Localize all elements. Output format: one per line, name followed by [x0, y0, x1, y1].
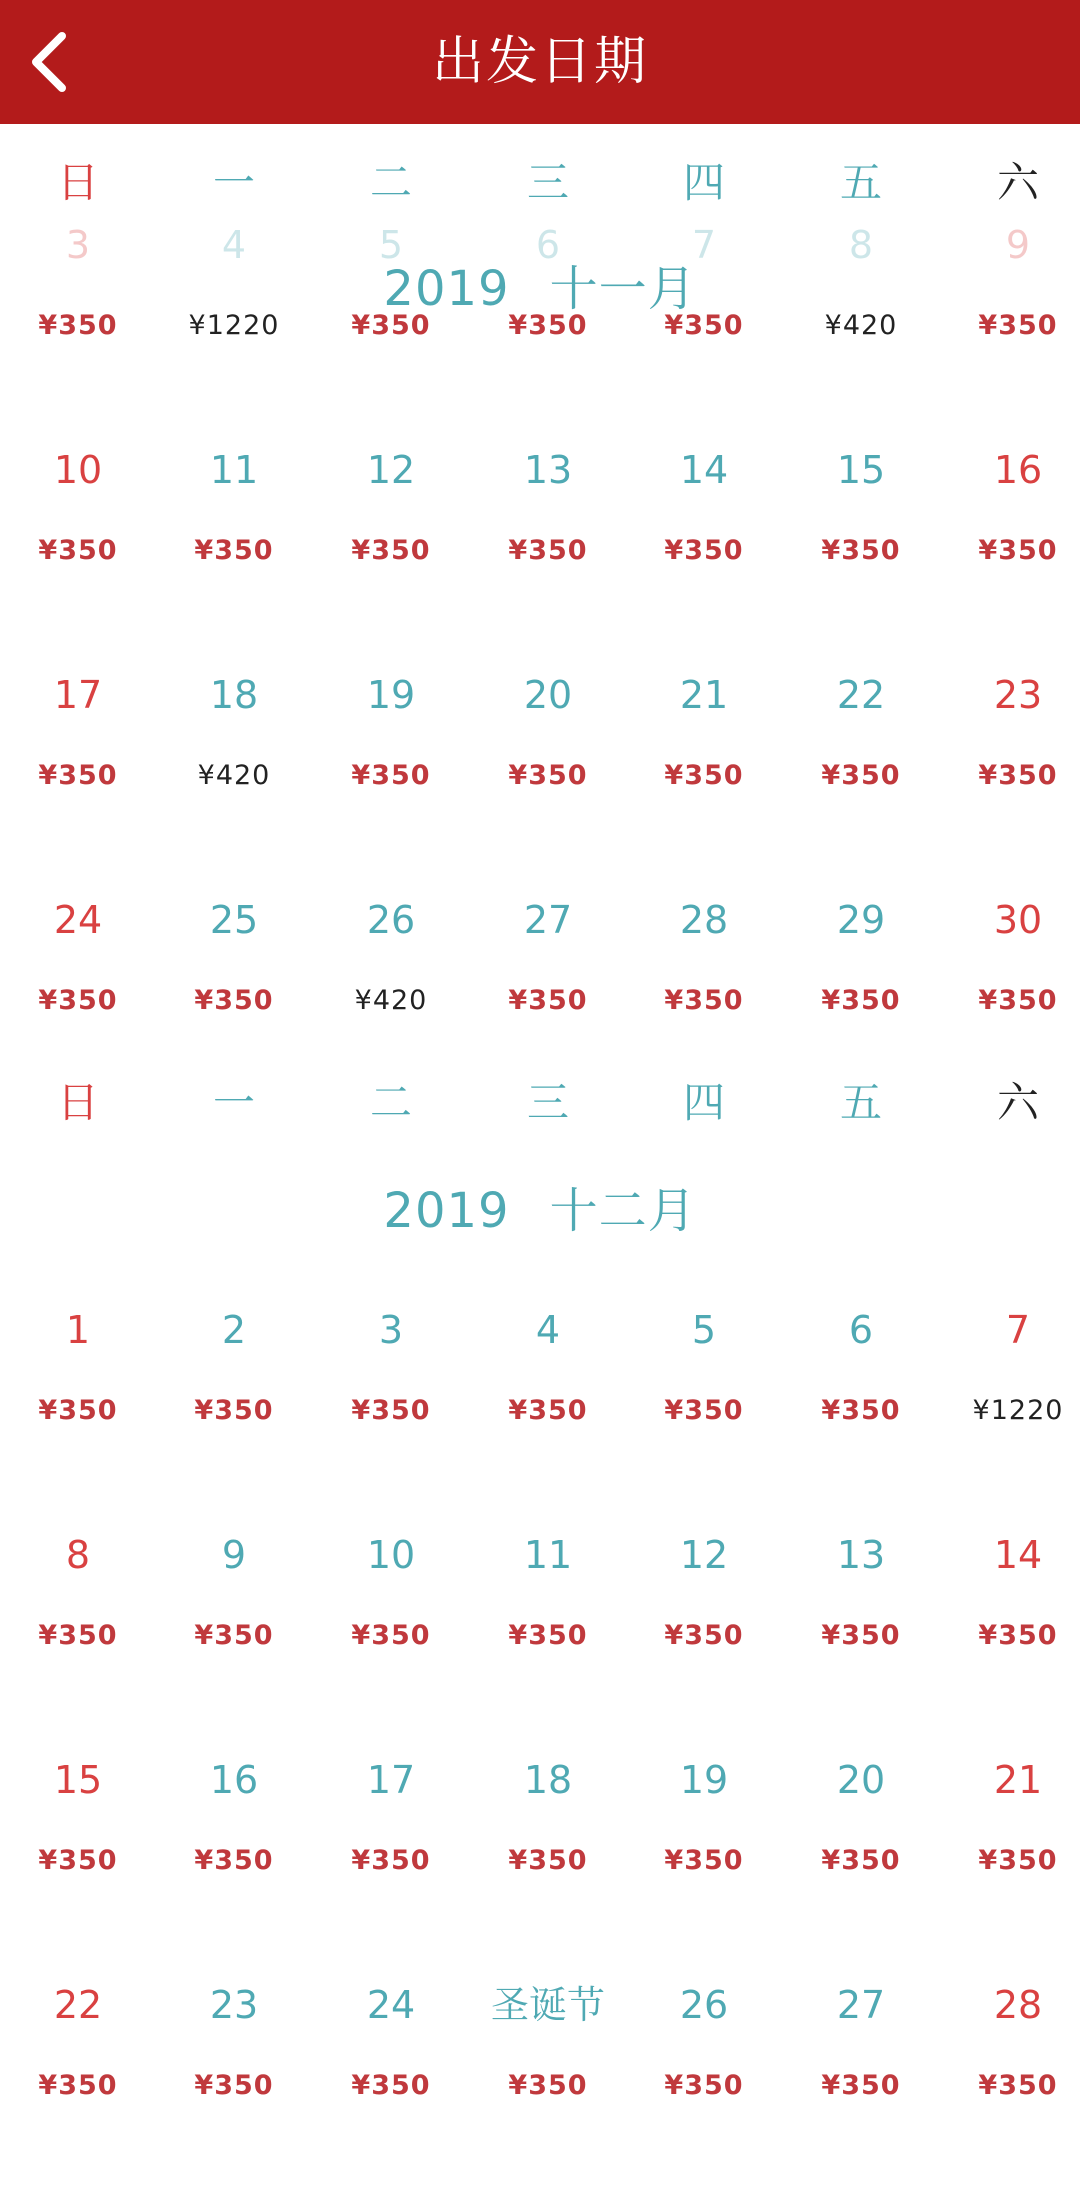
- day-price: ¥350: [821, 1620, 901, 1651]
- month-title-december: [0, 1172, 1080, 1241]
- day-number: 1: [65, 1308, 91, 1352]
- weekday-label: 一: [212, 158, 255, 207]
- day-price: ¥350: [38, 985, 118, 1016]
- calendar-day-cell[interactable]: [626, 1295, 782, 1519]
- weekday-label: 一: [212, 1078, 255, 1127]
- day-price: ¥350: [508, 310, 588, 341]
- day-number: 7: [691, 223, 717, 267]
- day-price: ¥350: [821, 1395, 901, 1426]
- day-number: 8: [65, 1533, 91, 1577]
- day-price: ¥350: [38, 1395, 118, 1426]
- calendar-day-cell[interactable]: [940, 435, 1080, 659]
- day-number: 12: [366, 448, 416, 492]
- day-price: ¥350: [508, 1395, 588, 1426]
- day-price: ¥350: [664, 310, 744, 341]
- calendar-day-cell[interactable]: [0, 1745, 156, 1969]
- day-price: ¥350: [821, 1845, 901, 1876]
- calendar-day-cell[interactable]: [156, 435, 312, 659]
- day-price: ¥350: [508, 760, 588, 791]
- day-number: 15: [836, 448, 886, 492]
- month-year: 2019: [383, 1183, 510, 1239]
- app-header: [0, 0, 1080, 124]
- calendar-day-cell[interactable]: [940, 660, 1080, 884]
- calendar-day-cell[interactable]: [313, 435, 469, 659]
- calendar-day-cell[interactable]: [0, 435, 156, 659]
- day-price: ¥420: [197, 760, 271, 791]
- day-number: 8: [848, 223, 874, 267]
- calendar-day-cell[interactable]: [313, 1970, 469, 2194]
- day-number: 6: [848, 1308, 874, 1352]
- calendar-day-cell[interactable]: [156, 1745, 312, 1969]
- calendar-day-cell[interactable]: [313, 660, 469, 884]
- day-price: ¥350: [664, 1620, 744, 1651]
- day-price: ¥350: [978, 310, 1058, 341]
- day-price: ¥350: [351, 1620, 431, 1651]
- calendar-day-cell[interactable]: [156, 1295, 312, 1519]
- calendar-day-cell[interactable]: [940, 210, 1080, 434]
- day-number: 17: [366, 1758, 416, 1802]
- calendar-day-cell[interactable]: [470, 210, 626, 434]
- day-price: ¥350: [38, 1845, 118, 1876]
- day-number: 27: [836, 1983, 886, 2027]
- weekday-label: 五: [839, 158, 882, 207]
- day-price: ¥1220: [188, 310, 280, 341]
- weekday-label: 六: [996, 1078, 1039, 1127]
- day-number: 27: [523, 898, 573, 942]
- month-name: 十二月: [549, 1183, 697, 1239]
- day-price: ¥350: [351, 2070, 431, 2101]
- calendar-day-cell[interactable]: [626, 435, 782, 659]
- calendar-day-cell[interactable]: [940, 1970, 1080, 2194]
- day-price: ¥350: [821, 760, 901, 791]
- calendar-day-cell[interactable]: [0, 1295, 156, 1519]
- day-price: ¥350: [351, 535, 431, 566]
- day-price: ¥350: [194, 1395, 274, 1426]
- calendar-day-cell[interactable]: [0, 210, 156, 434]
- calendar-day-cell[interactable]: [783, 1520, 939, 1744]
- calendar-day-cell[interactable]: [470, 660, 626, 884]
- day-number: 3: [65, 223, 91, 267]
- day-number: 16: [209, 1758, 259, 1802]
- day-price: ¥350: [194, 985, 274, 1016]
- day-number: 18: [209, 673, 259, 717]
- day-price: ¥350: [351, 310, 431, 341]
- day-number: 22: [836, 673, 886, 717]
- day-number: 14: [993, 1533, 1043, 1577]
- day-number: 6: [535, 223, 561, 267]
- calendar-day-cell[interactable]: [626, 1745, 782, 1969]
- calendar-day-cell[interactable]: [626, 1520, 782, 1744]
- day-number: 11: [209, 448, 259, 492]
- day-number: 30: [993, 898, 1043, 942]
- calendar-day-cell[interactable]: [313, 1745, 469, 1969]
- page-title: 出发日期: [431, 32, 648, 92]
- day-number: 23: [993, 673, 1043, 717]
- weekday-label: 二: [369, 158, 412, 207]
- day-number: 9: [221, 1533, 247, 1577]
- weekday-label: 日: [56, 1078, 99, 1127]
- day-number: 12: [679, 1533, 729, 1577]
- calendar-day-cell[interactable]: [156, 1520, 312, 1744]
- calendar-day-cell[interactable]: [626, 660, 782, 884]
- day-number: 16: [993, 448, 1043, 492]
- day-price: ¥350: [38, 760, 118, 791]
- weekday-label: 四: [682, 1078, 725, 1127]
- calendar-day-cell[interactable]: [0, 1970, 156, 2194]
- day-price: ¥350: [194, 535, 274, 566]
- day-price: ¥350: [38, 535, 118, 566]
- day-number: 7: [1005, 1308, 1031, 1352]
- day-number: 圣诞节: [490, 1983, 605, 2027]
- day-number: 23: [209, 1983, 259, 2027]
- day-price: ¥350: [664, 985, 744, 1016]
- weekday-label: 日: [56, 158, 99, 207]
- day-number: 18: [523, 1758, 573, 1802]
- day-number: 29: [836, 898, 886, 942]
- day-price: ¥350: [821, 985, 901, 1016]
- calendar-day-cell[interactable]: [313, 1520, 469, 1744]
- day-price: ¥350: [978, 760, 1058, 791]
- day-price: ¥350: [508, 2070, 588, 2101]
- calendar-day-cell[interactable]: [313, 210, 469, 434]
- day-number: 22: [53, 1983, 103, 2027]
- calendar-day-cell[interactable]: [0, 1520, 156, 1744]
- calendar-day-cell[interactable]: [470, 1520, 626, 1744]
- calendar-day-cell[interactable]: [313, 1295, 469, 1519]
- day-price: ¥350: [978, 535, 1058, 566]
- day-number: 5: [691, 1308, 717, 1352]
- calendar-day-cell[interactable]: [783, 1745, 939, 1969]
- day-price: ¥350: [978, 1845, 1058, 1876]
- day-number: 21: [993, 1758, 1043, 1802]
- calendar-day-cell[interactable]: [783, 1970, 939, 2194]
- calendar-day-cell[interactable]: [940, 1520, 1080, 1744]
- day-price: ¥350: [978, 2070, 1058, 2101]
- day-number: 4: [535, 1308, 561, 1352]
- calendar-day-cell[interactable]: [783, 210, 939, 434]
- day-number: 10: [366, 1533, 416, 1577]
- day-number: 14: [679, 448, 729, 492]
- day-price: ¥350: [194, 1845, 274, 1876]
- day-price: ¥350: [508, 1845, 588, 1876]
- day-price: ¥350: [508, 1620, 588, 1651]
- day-price: ¥350: [38, 310, 118, 341]
- day-number: 26: [366, 898, 416, 942]
- day-price: ¥350: [664, 1845, 744, 1876]
- day-number: 11: [523, 1533, 573, 1577]
- weekday-label: 三: [526, 158, 569, 207]
- calendar-day-cell[interactable]: [626, 210, 782, 434]
- day-number: 3: [378, 1308, 404, 1352]
- day-price: ¥350: [821, 2070, 901, 2101]
- day-price: ¥350: [194, 1620, 274, 1651]
- month-name: 十一月: [549, 261, 697, 317]
- day-number: 9: [1005, 223, 1031, 267]
- weekday-label: 二: [369, 1078, 412, 1127]
- calendar-day-cell[interactable]: [470, 1745, 626, 1969]
- day-price: ¥350: [664, 2070, 744, 2101]
- day-number: 2: [221, 1308, 247, 1352]
- day-number: 15: [53, 1758, 103, 1802]
- calendar-day-cell[interactable]: [156, 210, 312, 434]
- day-price: ¥350: [821, 535, 901, 566]
- day-number: 24: [53, 898, 103, 942]
- day-price: ¥350: [664, 760, 744, 791]
- day-price: ¥420: [824, 310, 898, 341]
- calendar-day-cell[interactable]: [940, 1745, 1080, 1969]
- calendar-day-cell[interactable]: [783, 660, 939, 884]
- day-number: 10: [53, 448, 103, 492]
- day-number: 24: [366, 1983, 416, 2027]
- calendar-day-cell[interactable]: [626, 1970, 782, 2194]
- day-number: 20: [836, 1758, 886, 1802]
- day-price: ¥350: [508, 535, 588, 566]
- day-number: 26: [679, 1983, 729, 2027]
- calendar-day-cell[interactable]: [783, 1295, 939, 1519]
- day-number: 28: [679, 898, 729, 942]
- day-price: ¥420: [354, 985, 428, 1016]
- day-number: 28: [993, 1983, 1043, 2027]
- day-price: ¥350: [978, 985, 1058, 1016]
- weekday-label: 三: [526, 1078, 569, 1127]
- day-number: 13: [523, 448, 573, 492]
- day-number: 17: [53, 673, 103, 717]
- day-price: ¥1220: [972, 1395, 1064, 1426]
- day-price: ¥350: [664, 1395, 744, 1426]
- day-number: 21: [679, 673, 729, 717]
- calendar-day-cell[interactable]: [940, 1295, 1080, 1519]
- day-number: 4: [221, 223, 247, 267]
- day-number: 20: [523, 673, 573, 717]
- day-number: 19: [679, 1758, 729, 1802]
- day-price: ¥350: [351, 1845, 431, 1876]
- day-price: ¥350: [38, 1620, 118, 1651]
- calendar-day-cell[interactable]: [470, 1970, 626, 2194]
- calendar-day-cell[interactable]: [0, 660, 156, 884]
- weekday-header-november: [0, 148, 1080, 218]
- day-price: ¥350: [508, 985, 588, 1016]
- calendar-day-cell[interactable]: [156, 660, 312, 884]
- calendar-day-cell[interactable]: [156, 1970, 312, 2194]
- day-price: ¥350: [664, 535, 744, 566]
- weekday-header-december: [0, 1068, 1080, 1138]
- calendar-day-cell[interactable]: [783, 435, 939, 659]
- calendar-day-cell[interactable]: [470, 1295, 626, 1519]
- day-price: ¥350: [194, 2070, 274, 2101]
- weekday-label: 五: [839, 1078, 882, 1127]
- day-price: ¥350: [978, 1620, 1058, 1651]
- day-price: ¥350: [351, 760, 431, 791]
- weekday-label: 四: [682, 158, 725, 207]
- weekday-label: 六: [996, 158, 1039, 207]
- day-number: 19: [366, 673, 416, 717]
- month-title-november: [0, 250, 1080, 319]
- day-price: ¥350: [351, 1395, 431, 1426]
- day-number: 25: [209, 898, 259, 942]
- day-price: ¥350: [38, 2070, 118, 2101]
- day-number: 13: [836, 1533, 886, 1577]
- day-number: 5: [378, 223, 404, 267]
- month-year: 2019: [383, 261, 510, 317]
- calendar-day-cell[interactable]: [470, 435, 626, 659]
